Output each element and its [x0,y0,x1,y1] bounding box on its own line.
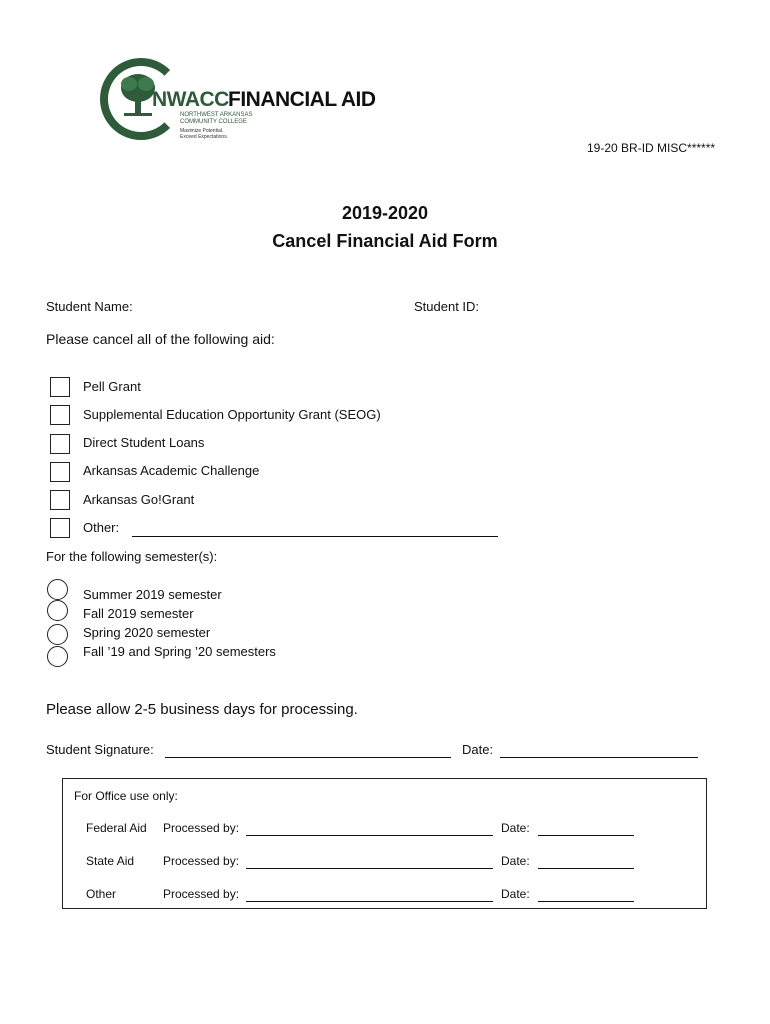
student-name-field[interactable] [140,300,400,316]
office-date-label-state: Date: [501,854,530,868]
office-category-federal-aid: Federal Aid [86,821,147,835]
logo-brand-nwacc: NWACC [152,88,229,111]
office-processed-field-other[interactable] [246,888,493,902]
office-heading: For Office use only: [74,789,178,803]
student-name-label: Student Name: [46,299,133,314]
office-date-field-state[interactable] [538,855,634,869]
office-processed-label-other: Processed by: [163,887,240,901]
checkbox-arkansas-go-grant[interactable] [50,490,70,510]
signature-date-field[interactable] [500,742,698,758]
office-processed-label-state: Processed by: [163,854,240,868]
checkbox-seog[interactable] [50,405,70,425]
signature-field[interactable] [165,742,451,758]
office-date-label-other: Date: [501,887,530,901]
logo-college-line2: COMMUNITY COLLEGE [180,119,247,125]
office-category-other: Other [86,887,117,901]
semester-label-summer-2019: Summer 2019 semester [83,587,222,602]
form-title: Cancel Financial Aid Form [272,231,498,251]
form-year: 2019-2020 [341,203,429,223]
semester-label-spring-2020: Spring 2020 semester [83,625,211,640]
logo-college-line1: NORTHWEST ARKANSAS [180,112,253,118]
logo-brand-financial-aid: FINANCIAL AID [228,88,376,111]
semester-label-fall-2019: Fall 2019 semester [83,606,194,621]
logo-tagline2: Exceed Expectations. [180,134,229,140]
checkbox-direct-student-loans[interactable] [50,434,70,454]
processing-note: Please allow 2-5 business days for processing. [46,701,358,718]
nwacc-financial-aid-logo [100,58,376,154]
document-id: 19-20 BR-ID MISC****** [587,141,716,155]
aid-label-direct-student-loans: Direct Student Loans [83,435,205,450]
other-aid-field[interactable] [132,521,498,537]
aid-label-arkansas-go-grant: Arkansas Go!Grant [83,492,195,507]
radio-summer-2019[interactable] [47,579,68,600]
checkbox-other-aid[interactable] [50,518,70,538]
aid-label-pell-grant: Pell Grant [83,379,141,394]
radio-fall-spring[interactable] [47,646,68,667]
semester-label-fall-spring: Fall ’19 and Spring ’20 semesters [83,644,276,659]
aid-prompt: Please cancel all of the following aid: [46,331,275,347]
office-processed-label-federal: Processed by: [163,821,240,835]
office-date-label-federal: Date: [501,821,530,835]
aid-label-arkansas-academic-challenge: Arkansas Academic Challenge [83,463,260,478]
aid-label-seog: Supplemental Education Opportunity Grant (SEOG) [83,407,381,422]
logo-tagline1: Maximize Potential. [180,128,224,134]
semester-prompt: For the following semester(s): [46,549,218,564]
aid-label-other: Other: [83,520,120,535]
office-category-state-aid: State Aid [86,854,135,868]
radio-spring-2020[interactable] [47,624,68,645]
signature-date-label: Date: [462,742,494,757]
checkbox-arkansas-academic-challenge[interactable] [50,462,70,482]
office-date-field-federal[interactable] [538,822,634,836]
office-processed-field-federal[interactable] [246,822,493,836]
signature-label: Student Signature: [46,742,154,757]
radio-fall-2019[interactable] [47,600,68,621]
student-id-label: Student ID: [414,299,480,314]
office-processed-field-state[interactable] [246,855,493,869]
student-id-field[interactable] [485,300,705,316]
checkbox-pell-grant[interactable] [50,377,70,397]
office-date-field-other[interactable] [538,888,634,902]
